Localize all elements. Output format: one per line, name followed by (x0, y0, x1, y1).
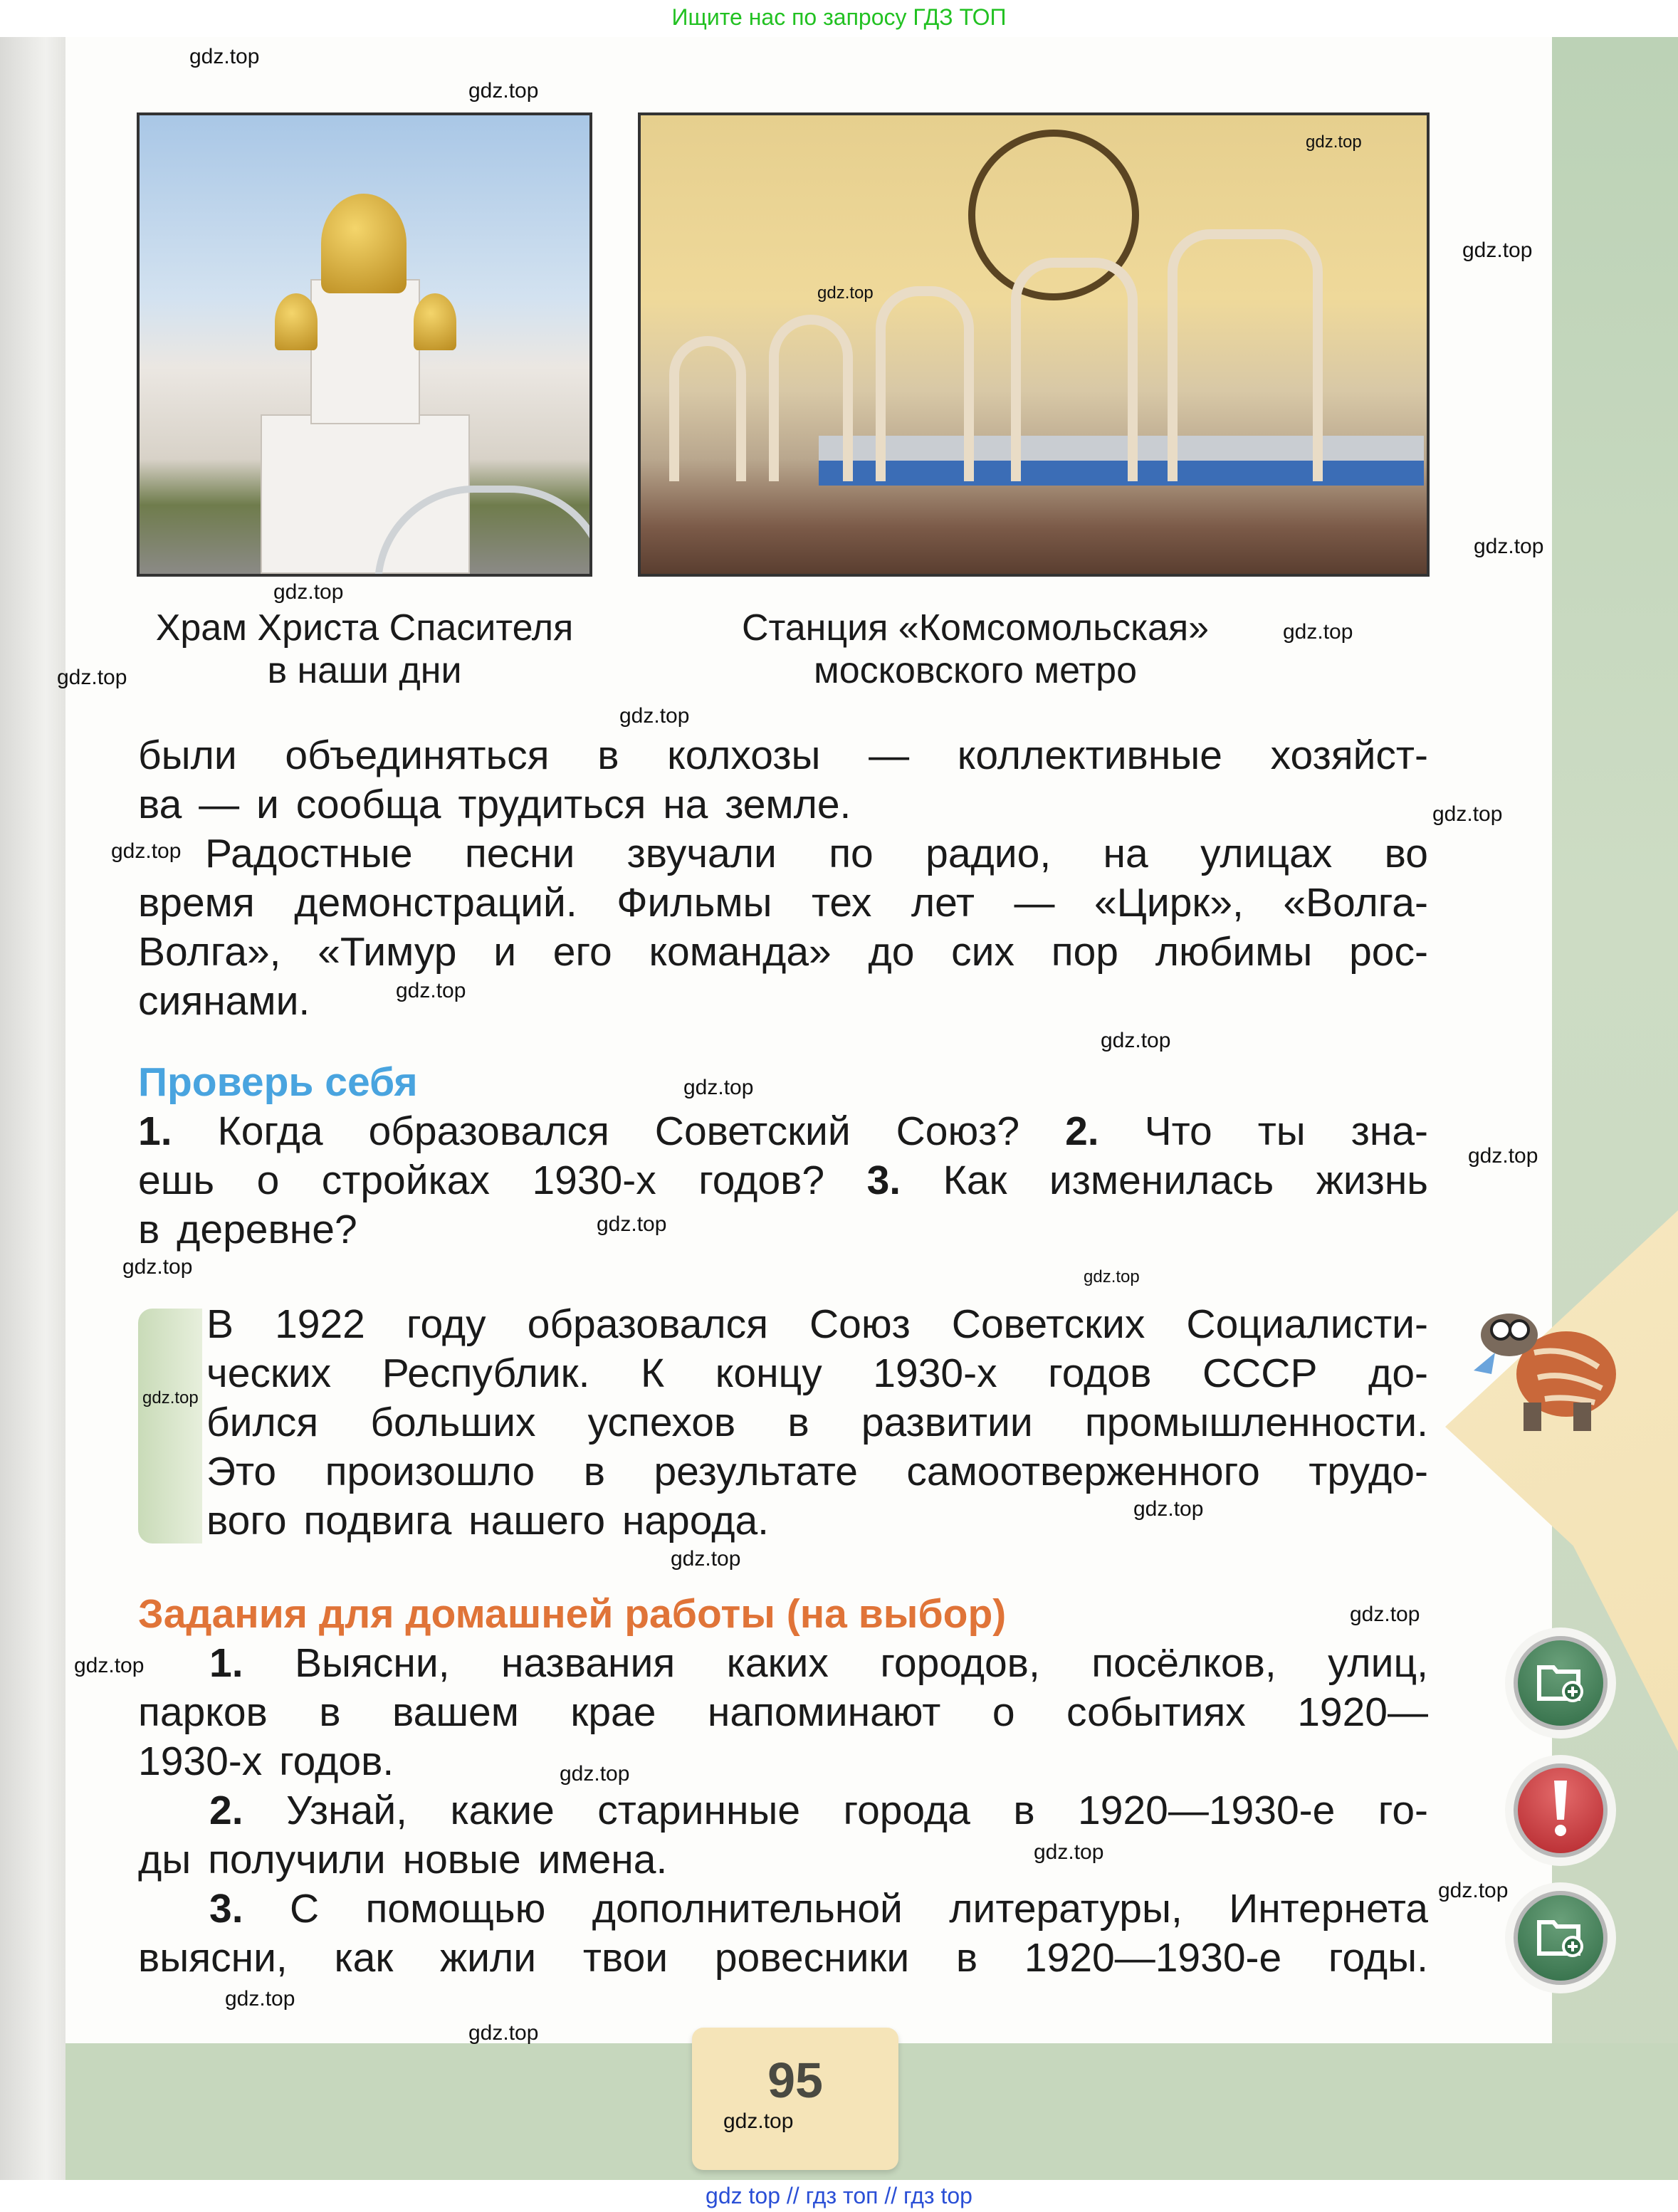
body-line: сиянами. (138, 978, 310, 1024)
search-banner[interactable]: Ищите нас по запросу ГДЗ ТОП (671, 4, 1007, 30)
summary-marker (138, 1309, 202, 1543)
turtle-mascot-icon (1467, 1296, 1623, 1452)
watermark: gdz.top (273, 580, 344, 604)
question-number: 3. (866, 1158, 901, 1203)
photo2-caption (683, 607, 1267, 692)
task-line (209, 1640, 1428, 1687)
watermark: gdz.top (817, 283, 874, 303)
question-text: Когда образовался Советский Союз? (217, 1108, 1020, 1154)
watermark: gdz.top (560, 1762, 630, 1786)
photo1-caption (137, 607, 592, 692)
question-number: 2. (1065, 1108, 1099, 1154)
watermark: gdz.top (683, 1076, 754, 1099)
question-number: 1. (138, 1108, 172, 1154)
body-line: Волга», «Тимур и его команда» до сих пор любимы рос- (138, 929, 1428, 975)
task-text: Узнай, какие старинные города в 1920—1930-е го- (286, 1788, 1428, 1833)
task-text: С помощью дополнительной литературы, Интернета (289, 1886, 1428, 1931)
summary-line: ческих Республик. К концу 1930-х годов СССР до- (206, 1351, 1428, 1396)
footer-links[interactable]: gdz top // гдз топ // гдз top (0, 2180, 1678, 2212)
task-line: выясни, как жили твои ровесники в 1920—1930-е годы. (138, 1935, 1428, 1981)
caption-line: в наши дни (267, 650, 462, 691)
watermark: gdz.top (142, 1388, 199, 1408)
watermark: gdz.top (597, 1212, 667, 1236)
task-number: 2. (209, 1788, 243, 1833)
homework-heading: Задания для домашней работы (на выбор) (138, 1591, 1007, 1637)
watermark: gdz.top (1084, 1267, 1140, 1286)
summary-line: В 1922 году образовался Союз Советских Социалисти- (206, 1301, 1428, 1347)
watermark: gdz.top (396, 979, 466, 1002)
folder-plus-icon (1536, 1660, 1585, 1707)
watermark: gdz.top (1350, 1603, 1420, 1626)
check-yourself-heading: Проверь себя (138, 1059, 418, 1105)
question-line (138, 1157, 1428, 1204)
watermark: gdz.top (1474, 535, 1544, 558)
watermark: gdz.top (1133, 1497, 1204, 1521)
task-number: 1. (209, 1640, 243, 1686)
page-spine (0, 37, 65, 2180)
watermark: gdz.top (723, 2109, 794, 2133)
exclamation-icon (1550, 1781, 1571, 1841)
task-line (209, 1885, 1428, 1932)
task-number: 3. (209, 1886, 243, 1931)
watermark: gdz.top (225, 1987, 295, 2011)
summary-line: Это произошло в результате самоотверженного трудо- (206, 1449, 1428, 1494)
watermark: gdz.top (1432, 802, 1503, 826)
body-line: были объединяться в колхозы — коллективные хозяйст- (138, 733, 1428, 778)
folder-plus-button[interactable] (1514, 1636, 1608, 1730)
task-line: ды получили новые имена. (138, 1837, 668, 1882)
folder-plus-icon (1536, 1915, 1585, 1961)
question-line (138, 1206, 357, 1253)
page-number-tab (692, 2028, 898, 2170)
question-line (138, 1108, 1428, 1155)
body-line: время демонстраций. Фильмы тех лет — «Цирк», «Волга- (138, 880, 1428, 926)
arch (1011, 258, 1138, 481)
side-dome (414, 293, 456, 350)
task-line: 1930-х годов. (138, 1739, 394, 1784)
task-line (209, 1787, 1428, 1834)
metro-station-photo (638, 112, 1430, 577)
main-dome (321, 194, 407, 293)
task-text: Выясни, названия каких городов, посёлков, улиц, (295, 1640, 1428, 1686)
question-text: в деревне? (138, 1207, 357, 1252)
folder-plus-button[interactable] (1514, 1891, 1608, 1985)
cathedral-photo (137, 112, 592, 577)
body-line: Радостные песни звучали по радио, на улицах во (205, 831, 1428, 876)
watermark: gdz.top (1101, 1029, 1171, 1052)
arch (876, 286, 974, 481)
summary-line: бился больших успехов в развитии промышленности. (206, 1400, 1428, 1445)
watermark: gdz.top (619, 704, 690, 728)
page-margin-band (1552, 37, 1678, 2180)
watermark: gdz.top (189, 45, 260, 68)
caption-line: московского метро (813, 650, 1137, 691)
watermark: gdz.top (111, 839, 182, 863)
question-text: Как изменилась жизнь (943, 1158, 1428, 1203)
arch (1168, 229, 1323, 481)
arch (769, 315, 853, 481)
caption-line: Станция «Комсомольская» (741, 607, 1210, 649)
watermark: gdz.top (1462, 239, 1533, 262)
caption-line: Храм Христа Спасителя (155, 607, 574, 649)
arch (669, 336, 746, 481)
watermark: gdz.top (1034, 1840, 1104, 1864)
summary-line: вого подвига нашего народа. (206, 1498, 769, 1543)
page-number: 95 (767, 2053, 823, 2108)
body-line: ва — и сообща трудиться на земле. (138, 782, 851, 827)
watermark: gdz.top (468, 2021, 539, 2045)
watermark: gdz.top (1283, 620, 1353, 644)
watermark: gdz.top (74, 1654, 145, 1677)
watermark: gdz.top (1306, 132, 1362, 152)
task-line: парков в вашем крае напоминают о событиях 1920— (138, 1689, 1428, 1735)
watermark: gdz.top (1438, 1879, 1509, 1902)
important-button[interactable] (1514, 1763, 1608, 1857)
watermark: gdz.top (468, 79, 539, 103)
watermark: gdz.top (1468, 1144, 1538, 1168)
watermark: gdz.top (57, 666, 127, 689)
cathedral-drum (310, 279, 420, 424)
question-text: Что ты зна- (1144, 1108, 1429, 1154)
watermark: gdz.top (122, 1255, 193, 1279)
watermark: gdz.top (671, 1547, 741, 1571)
side-dome (275, 293, 318, 350)
question-text: ешь о стройках 1930-х годов? (138, 1158, 825, 1203)
